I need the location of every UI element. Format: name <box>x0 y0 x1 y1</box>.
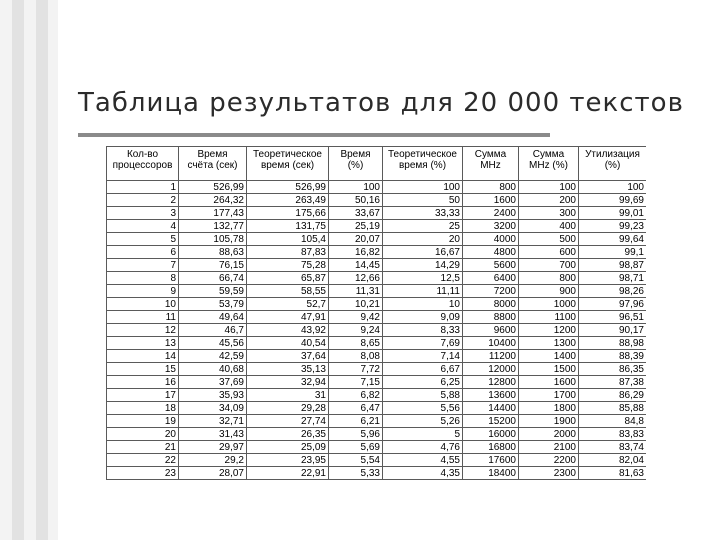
column-header-line1: Теоретическое <box>387 149 457 160</box>
table-cell: 88,39 <box>579 350 647 363</box>
table-cell: 1600 <box>463 194 519 207</box>
table-cell: 2400 <box>463 207 519 220</box>
results-table-container <box>106 146 646 526</box>
table-cell: 5,54 <box>329 454 383 467</box>
table-cell: 700 <box>519 259 579 272</box>
table-row <box>107 285 647 298</box>
table-cell: 35,13 <box>247 363 329 376</box>
table-cell: 99,01 <box>579 207 647 220</box>
table-row <box>107 441 647 454</box>
table-cell: 1400 <box>519 350 579 363</box>
table-cell: 11 <box>107 311 179 324</box>
table-cell: 99,1 <box>579 246 647 259</box>
table-cell: 27,74 <box>247 415 329 428</box>
table-cell: 4,35 <box>383 467 463 480</box>
table-cell: 12000 <box>463 363 519 376</box>
table-cell: 1800 <box>519 402 579 415</box>
table-row <box>107 415 647 428</box>
table-row <box>107 207 647 220</box>
table-cell: 53,79 <box>179 298 247 311</box>
table-cell: 9600 <box>463 324 519 337</box>
table-cell: 2000 <box>519 428 579 441</box>
column-header-line2: (%) <box>347 160 364 171</box>
table-cell: 49,64 <box>179 311 247 324</box>
table-cell: 66,74 <box>179 272 247 285</box>
table-cell: 50,16 <box>329 194 383 207</box>
table-cell: 19 <box>107 415 179 428</box>
table-cell: 8000 <box>463 298 519 311</box>
table-cell: 1300 <box>519 337 579 350</box>
table-cell: 5,26 <box>383 415 463 428</box>
table-cell: 25,09 <box>247 441 329 454</box>
column-header <box>383 147 463 181</box>
table-cell: 8800 <box>463 311 519 324</box>
table-cell: 99,64 <box>579 233 647 246</box>
column-header-line1: Время <box>340 149 371 160</box>
table-cell: 9,42 <box>329 311 383 324</box>
table-cell: 300 <box>519 207 579 220</box>
column-header-line1: Кол-во <box>126 149 159 160</box>
table-cell: 21 <box>107 441 179 454</box>
table-cell: 16000 <box>463 428 519 441</box>
table-cell: 22,91 <box>247 467 329 480</box>
table-cell: 6 <box>107 246 179 259</box>
table-cell: 10400 <box>463 337 519 350</box>
table-row <box>107 467 647 480</box>
table-cell: 99,69 <box>579 194 647 207</box>
column-header-line1: Сумма <box>532 149 565 160</box>
table-cell: 23 <box>107 467 179 480</box>
table-row <box>107 194 647 207</box>
column-header <box>247 147 329 181</box>
column-header-line1: Теоретическое <box>252 149 322 160</box>
table-cell: 20 <box>383 233 463 246</box>
table-cell: 52,7 <box>247 298 329 311</box>
column-header <box>463 147 519 181</box>
table-cell: 600 <box>519 246 579 259</box>
table-cell: 177,43 <box>179 207 247 220</box>
column-header-line2: процессоров <box>112 160 173 171</box>
table-cell: 83,74 <box>579 441 647 454</box>
table-cell: 33,33 <box>383 207 463 220</box>
table-cell: 900 <box>519 285 579 298</box>
table-cell: 85,88 <box>579 402 647 415</box>
table-cell: 22 <box>107 454 179 467</box>
table-cell: 400 <box>519 220 579 233</box>
table-cell: 4,76 <box>383 441 463 454</box>
table-cell: 88,63 <box>179 246 247 259</box>
column-header <box>579 147 647 181</box>
table-cell: 25 <box>383 220 463 233</box>
table-cell: 33,67 <box>329 207 383 220</box>
table-cell: 20,07 <box>329 233 383 246</box>
table-cell: 105,4 <box>247 233 329 246</box>
table-cell: 16 <box>107 376 179 389</box>
table-cell: 4800 <box>463 246 519 259</box>
table-cell: 99,23 <box>579 220 647 233</box>
table-cell: 11200 <box>463 350 519 363</box>
table-row <box>107 298 647 311</box>
table-row <box>107 389 647 402</box>
table-cell: 98,71 <box>579 272 647 285</box>
column-header-line1: Утилизация <box>585 149 640 160</box>
table-cell: 18400 <box>463 467 519 480</box>
table-cell: 45,56 <box>179 337 247 350</box>
table-row <box>107 233 647 246</box>
table-cell: 7,72 <box>329 363 383 376</box>
table-cell: 31,43 <box>179 428 247 441</box>
table-cell: 11,11 <box>383 285 463 298</box>
table-cell: 32,71 <box>179 415 247 428</box>
table-cell: 100 <box>329 181 383 194</box>
table-cell: 4,55 <box>383 454 463 467</box>
table-cell: 4000 <box>463 233 519 246</box>
table-cell: 11,31 <box>329 285 383 298</box>
table-cell: 96,51 <box>579 311 647 324</box>
table-cell: 6,82 <box>329 389 383 402</box>
table-cell: 90,17 <box>579 324 647 337</box>
results-table <box>106 146 646 480</box>
table-cell: 2200 <box>519 454 579 467</box>
table-cell: 17600 <box>463 454 519 467</box>
table-cell: 34,09 <box>179 402 247 415</box>
table-cell: 14 <box>107 350 179 363</box>
table-cell: 6400 <box>463 272 519 285</box>
table-cell: 46,7 <box>179 324 247 337</box>
table-cell: 6,47 <box>329 402 383 415</box>
table-cell: 10 <box>383 298 463 311</box>
column-header <box>329 147 383 181</box>
table-cell: 8,33 <box>383 324 463 337</box>
table-row <box>107 324 647 337</box>
table-cell: 23,95 <box>247 454 329 467</box>
table-cell: 14400 <box>463 402 519 415</box>
title-underline <box>78 133 550 137</box>
table-cell: 10,21 <box>329 298 383 311</box>
table-cell: 132,77 <box>179 220 247 233</box>
table-row <box>107 337 647 350</box>
table-cell: 1100 <box>519 311 579 324</box>
table-cell: 15 <box>107 363 179 376</box>
table-cell: 7200 <box>463 285 519 298</box>
table-row <box>107 363 647 376</box>
table-cell: 12 <box>107 324 179 337</box>
table-header-row <box>107 147 647 181</box>
table-cell: 43,92 <box>247 324 329 337</box>
table-cell: 7,69 <box>383 337 463 350</box>
table-cell: 29,2 <box>179 454 247 467</box>
table-row <box>107 428 647 441</box>
table-cell: 84,8 <box>579 415 647 428</box>
table-cell: 98,87 <box>579 259 647 272</box>
table-cell: 100 <box>579 181 647 194</box>
table-cell: 131,75 <box>247 220 329 233</box>
table-cell: 12,5 <box>383 272 463 285</box>
table-cell: 8,08 <box>329 350 383 363</box>
table-cell: 100 <box>383 181 463 194</box>
table-cell: 25,19 <box>329 220 383 233</box>
table-cell: 5600 <box>463 259 519 272</box>
table-cell: 1700 <box>519 389 579 402</box>
table-cell: 1200 <box>519 324 579 337</box>
table-cell: 200 <box>519 194 579 207</box>
table-cell: 7,14 <box>383 350 463 363</box>
table-cell: 29,28 <box>247 402 329 415</box>
table-cell: 5,88 <box>383 389 463 402</box>
table-cell: 42,59 <box>179 350 247 363</box>
table-cell: 800 <box>463 181 519 194</box>
table-body <box>107 181 647 480</box>
table-cell: 29,97 <box>179 441 247 454</box>
column-header-line1: Время <box>197 149 228 160</box>
table-cell: 1500 <box>519 363 579 376</box>
table-cell: 86,29 <box>579 389 647 402</box>
table-cell: 5 <box>383 428 463 441</box>
table-cell: 50 <box>383 194 463 207</box>
table-cell: 83,83 <box>579 428 647 441</box>
table-cell: 105,78 <box>179 233 247 246</box>
table-cell: 6,25 <box>383 376 463 389</box>
table-cell: 81,63 <box>579 467 647 480</box>
table-cell: 31 <box>247 389 329 402</box>
table-cell: 12,66 <box>329 272 383 285</box>
table-row <box>107 259 647 272</box>
table-cell: 98,26 <box>579 285 647 298</box>
column-header-line2: счёта (сек) <box>187 160 238 171</box>
table-cell: 59,59 <box>179 285 247 298</box>
table-cell: 16,67 <box>383 246 463 259</box>
table-cell: 1 <box>107 181 179 194</box>
table-cell: 20 <box>107 428 179 441</box>
table-cell: 28,07 <box>179 467 247 480</box>
table-cell: 3200 <box>463 220 519 233</box>
table-cell: 65,87 <box>247 272 329 285</box>
table-cell: 13 <box>107 337 179 350</box>
column-header-line2: (%) <box>604 160 621 171</box>
table-cell: 175,66 <box>247 207 329 220</box>
table-row <box>107 311 647 324</box>
table-cell: 86,35 <box>579 363 647 376</box>
table-cell: 526,99 <box>247 181 329 194</box>
table-cell: 800 <box>519 272 579 285</box>
table-row <box>107 350 647 363</box>
column-header <box>179 147 247 181</box>
table-row <box>107 181 647 194</box>
table-cell: 26,35 <box>247 428 329 441</box>
table-cell: 5 <box>107 233 179 246</box>
table-cell: 12800 <box>463 376 519 389</box>
column-header <box>519 147 579 181</box>
slide-title: Таблица результатов для 20 000 текстов <box>78 88 684 118</box>
table-cell: 40,54 <box>247 337 329 350</box>
column-header <box>107 147 179 181</box>
table-cell: 2100 <box>519 441 579 454</box>
table-cell: 14,45 <box>329 259 383 272</box>
table-row <box>107 272 647 285</box>
table-cell: 6,21 <box>329 415 383 428</box>
table-cell: 9,09 <box>383 311 463 324</box>
table-cell: 16,82 <box>329 246 383 259</box>
table-cell: 47,91 <box>247 311 329 324</box>
table-cell: 37,64 <box>247 350 329 363</box>
column-header-line2: время (%) <box>398 160 447 171</box>
table-cell: 76,15 <box>179 259 247 272</box>
table-cell: 16800 <box>463 441 519 454</box>
table-cell: 5,33 <box>329 467 383 480</box>
table-row <box>107 402 647 415</box>
table-cell: 13600 <box>463 389 519 402</box>
table-cell: 87,83 <box>247 246 329 259</box>
table-cell: 10 <box>107 298 179 311</box>
table-cell: 264,32 <box>179 194 247 207</box>
table-cell: 2 <box>107 194 179 207</box>
table-cell: 1000 <box>519 298 579 311</box>
table-cell: 87,38 <box>579 376 647 389</box>
table-cell: 5,69 <box>329 441 383 454</box>
table-row <box>107 376 647 389</box>
table-cell: 8,65 <box>329 337 383 350</box>
table-cell: 75,28 <box>247 259 329 272</box>
table-cell: 82,04 <box>579 454 647 467</box>
column-header-line1: Сумма <box>474 149 507 160</box>
table-cell: 100 <box>519 181 579 194</box>
table-cell: 8 <box>107 272 179 285</box>
decorative-stripes <box>0 0 58 540</box>
table-row <box>107 454 647 467</box>
table-cell: 500 <box>519 233 579 246</box>
table-cell: 9 <box>107 285 179 298</box>
table-cell: 15200 <box>463 415 519 428</box>
table-cell: 18 <box>107 402 179 415</box>
table-cell: 1900 <box>519 415 579 428</box>
table-cell: 17 <box>107 389 179 402</box>
table-cell: 7 <box>107 259 179 272</box>
column-header-line2: время (сек) <box>260 160 315 171</box>
table-cell: 32,94 <box>247 376 329 389</box>
table-cell: 40,68 <box>179 363 247 376</box>
table-row <box>107 220 647 233</box>
table-cell: 2300 <box>519 467 579 480</box>
table-cell: 37,69 <box>179 376 247 389</box>
table-cell: 35,93 <box>179 389 247 402</box>
table-cell: 5,56 <box>383 402 463 415</box>
table-cell: 6,67 <box>383 363 463 376</box>
table-row <box>107 246 647 259</box>
table-cell: 263,49 <box>247 194 329 207</box>
table-cell: 1600 <box>519 376 579 389</box>
table-cell: 7,15 <box>329 376 383 389</box>
table-cell: 4 <box>107 220 179 233</box>
table-cell: 97,96 <box>579 298 647 311</box>
column-header-line2: MHz (%) <box>529 160 568 171</box>
table-cell: 5,96 <box>329 428 383 441</box>
table-cell: 3 <box>107 207 179 220</box>
table-cell: 88,98 <box>579 337 647 350</box>
table-cell: 14,29 <box>383 259 463 272</box>
table-cell: 9,24 <box>329 324 383 337</box>
table-cell: 526,99 <box>179 181 247 194</box>
column-header-line2: MHz <box>480 160 501 171</box>
table-cell: 58,55 <box>247 285 329 298</box>
